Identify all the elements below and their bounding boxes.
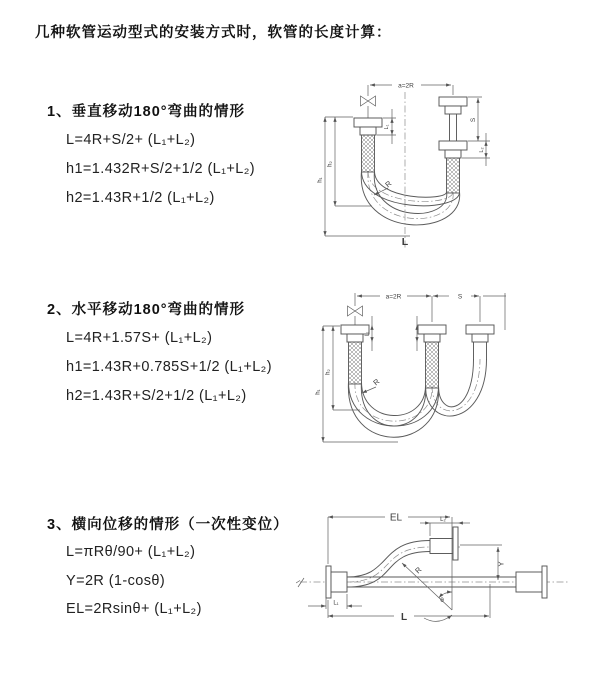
dim-l2	[420, 517, 470, 536]
section2-formula-2: h1=1.43R+0.785S+1/2 (L₁+L₂)	[66, 359, 272, 375]
dim-s-label: S	[470, 117, 477, 123]
section1-formula-1: L=4R+S/2+ (L₁+L₂)	[66, 132, 196, 148]
dim-l1-label: L₁	[333, 600, 339, 607]
radius-label: R	[413, 565, 424, 576]
section3-formula-2: Y=2R (1-cosθ)	[66, 573, 166, 589]
section3-formula-3: EL=2Rsinθ+ (L₁+L₂)	[66, 601, 202, 617]
valve-icon	[348, 293, 363, 325]
section2-heading: 2、水平移动180°弯曲的情形	[47, 302, 246, 318]
angle-annotation	[402, 563, 452, 621]
u-bend-hose	[361, 171, 459, 225]
length-label: L	[401, 236, 409, 248]
section2-formula-3: h2=1.43R+S/2+1/2 (L₁+L₂)	[66, 388, 247, 404]
section1-formula-2: h1=1.432R+S/2+1/2 (L₁+L₂)	[66, 161, 256, 177]
dim-el-label: EL	[389, 512, 403, 524]
dim-a2r-label: a=2R	[398, 82, 414, 90]
u-bend-hose	[348, 359, 486, 437]
dim-a2r-label: a=2R	[385, 293, 402, 301]
dim-el	[328, 513, 452, 611]
dim-l1-label: L₁	[384, 124, 390, 130]
dim-l2-label: L₂	[440, 517, 446, 523]
section1-heading: 1、垂直移动180°弯曲的情形	[47, 104, 246, 120]
dim-a2r	[370, 83, 453, 95]
middle-pipe-fitting	[418, 325, 446, 388]
dim-l-label: L	[400, 612, 408, 623]
dim-h2-label: h₂	[325, 369, 332, 375]
dim-l1-label: L₁	[364, 331, 371, 337]
dim-h1-label: h₁	[317, 177, 324, 183]
diagram-horizontal-180-bend	[308, 282, 600, 462]
dim-l2-label: L₂	[479, 147, 485, 153]
angle-label: θ	[440, 597, 444, 604]
dim-h2-label: h₂	[327, 161, 334, 167]
diagram-vertical-180-bend	[315, 70, 595, 260]
section3-heading: 3、横向位移的情形（一次性变位）	[47, 517, 289, 533]
left-flange	[326, 566, 347, 598]
centerlines	[368, 92, 453, 250]
dim-h1-label: h₁	[315, 389, 322, 395]
dim-s-label: S	[457, 293, 463, 301]
left-pipe-fitting	[354, 118, 382, 172]
section2-formula-1: L=4R+1.57S+ (L₁+L₂)	[66, 330, 213, 346]
right-pipe-fitting	[466, 325, 494, 360]
radius-callout	[362, 377, 382, 393]
centerlines	[355, 359, 480, 421]
s-curve-hose	[347, 527, 458, 587]
right-pipe-fitting	[439, 97, 467, 193]
valve-icon	[361, 85, 376, 118]
dim-l1	[365, 316, 373, 351]
dim-y	[460, 545, 506, 580]
diagram-lateral-displacement	[296, 498, 600, 660]
radius-label: R	[371, 376, 382, 388]
section3-formula-1: L=πRθ/90+ (L₁+L₂)	[66, 544, 196, 560]
page-title: 几种软管运动型式的安装方式时，软管的长度计算：	[35, 25, 392, 41]
dim-s	[468, 97, 490, 141]
section1-formula-3: h2=1.43R+1/2 (L₁+L₂)	[66, 190, 215, 206]
dim-a2r-s	[357, 293, 506, 330]
radius-label: R	[383, 178, 394, 190]
dim-l1	[308, 594, 362, 609]
dim-l	[328, 584, 490, 623]
dim-y-label: Y	[496, 561, 506, 567]
